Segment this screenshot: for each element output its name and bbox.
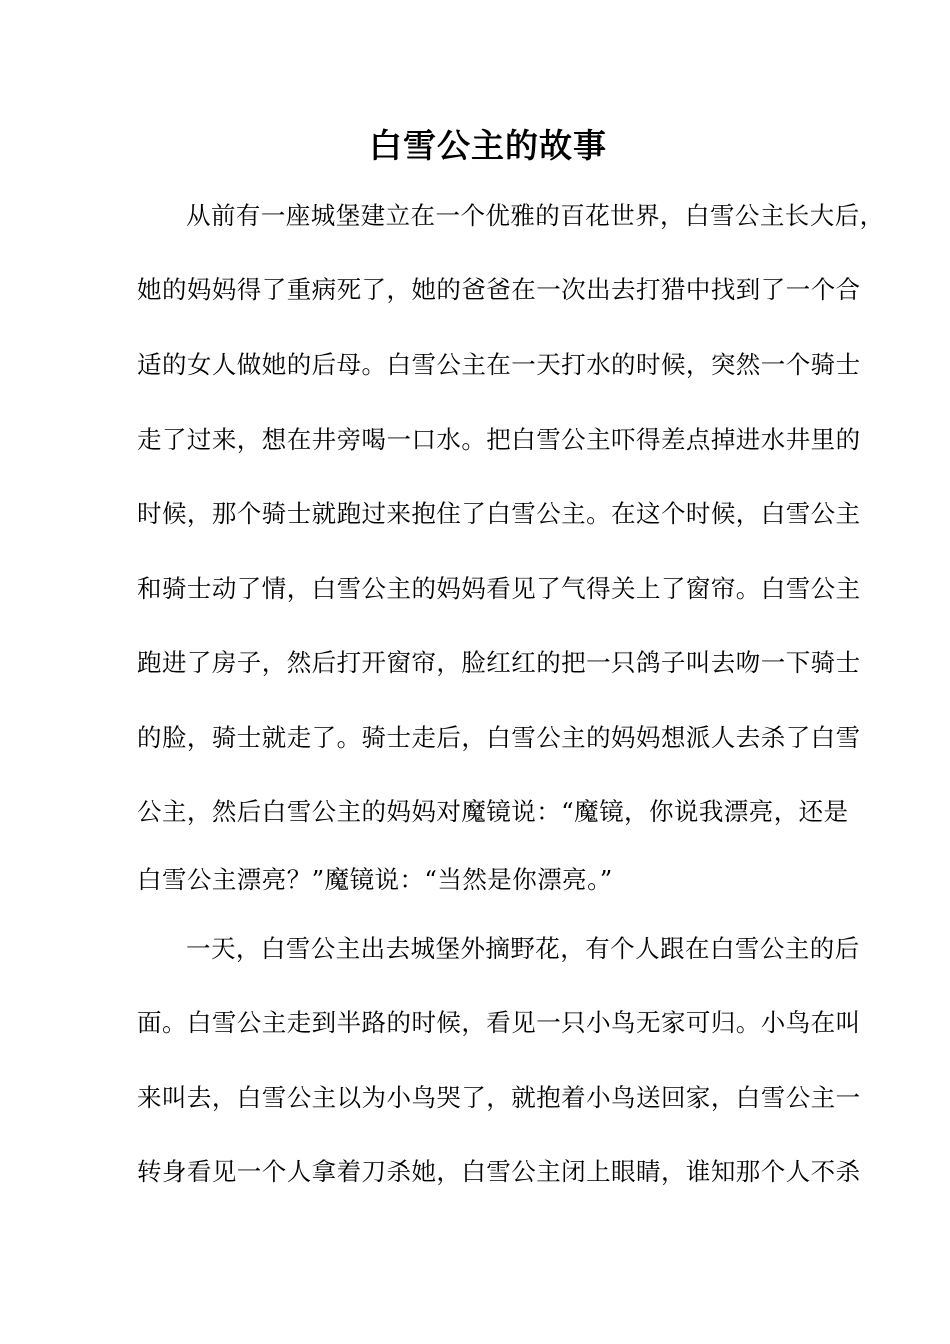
paragraph-1-line-8: 的脸，骑士就走了。骑士走后，白雪公主的妈妈想派人去杀了白雪 bbox=[137, 723, 861, 752]
paragraph-2-line-2: 面。白雪公主走到半路的时候，看见一只小鸟无家可归。小鸟在叫 bbox=[137, 1008, 861, 1037]
paragraph-1-line-5: 时候，那个骑士就跑过来抱住了白雪公主。在这个时候，白雪公主 bbox=[137, 499, 861, 528]
paragraph-1-line-1: 从前有一座城堡建立在一个优雅的百花世界，白雪公主长大后， bbox=[186, 201, 885, 230]
paragraph-2-line-3: 来叫去，白雪公主以为小鸟哭了，就抱着小鸟送回家，白雪公主一 bbox=[137, 1083, 861, 1112]
paragraph-1-line-4: 走了过来，想在井旁喝一口水。把白雪公主吓得差点掉进水井里的 bbox=[137, 425, 861, 454]
paragraph-1-line-7: 跑进了房子，然后打开窗帘，脸红红的把一只鸽子叫去吻一下骑士 bbox=[137, 648, 861, 677]
paragraph-1-line-6: 和骑士动了情，白雪公主的妈妈看见了气得关上了窗帘。白雪公主 bbox=[137, 574, 861, 603]
paragraph-1-line-3: 适的女人做她的后母。白雪公主在一天打水的时候，突然一个骑士 bbox=[137, 350, 861, 379]
paragraph-2-line-1: 一天，白雪公主出去城堡外摘野花，有个人跟在白雪公主的后 bbox=[186, 934, 860, 963]
paragraph-1-line-10: 白雪公主漂亮？”魔镜说：“当然是你漂亮。” bbox=[137, 865, 613, 894]
paragraph-1-line-2: 她的妈妈得了重病死了，她的爸爸在一次出去打猎中找到了一个合 bbox=[137, 275, 861, 304]
paragraph-2-line-4: 转身看见一个人拿着刀杀她，白雪公主闭上眼睛，谁知那个人不杀 bbox=[137, 1157, 861, 1186]
paragraph-1-line-9: 公主，然后白雪公主的妈妈对魔镜说：“魔镜，你说我漂亮，还是 bbox=[137, 797, 849, 826]
document-title: 白雪公主的故事 bbox=[369, 126, 607, 165]
